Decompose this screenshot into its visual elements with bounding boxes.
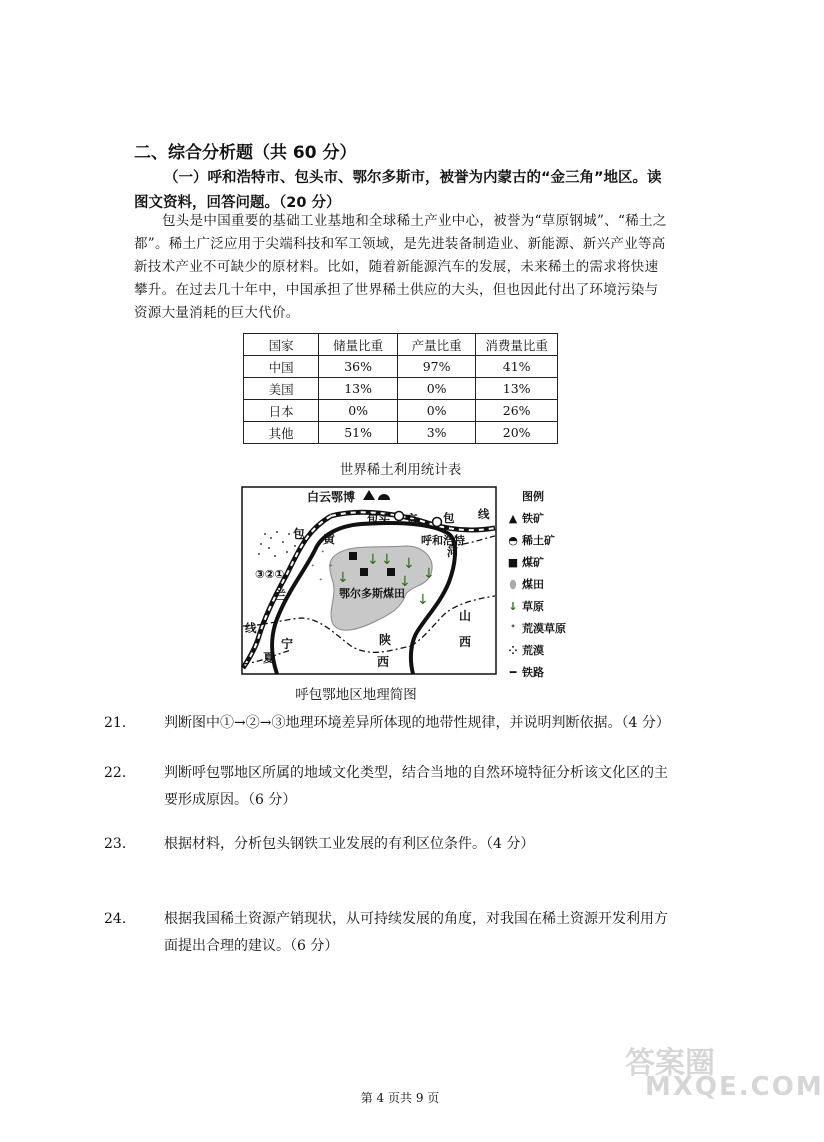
table-row (244, 356, 558, 378)
question-number: 24． (104, 911, 136, 927)
label-bao-rail: 包 (443, 511, 455, 525)
table-cell: 41% (476, 356, 558, 378)
question-group-title: （一）呼和浩特市、包头市、鄂尔多斯市，被誉为内蒙古的“金三角”地区。读图文资料，回答问题。（20 分） (134, 170, 662, 211)
table-header: 储量比重 (319, 334, 398, 356)
legend-item (504, 510, 544, 526)
label-huhehaote: 呼和浩特 (421, 534, 465, 547)
svg-text:ᐩ: ᐩ (311, 563, 315, 573)
label-he: 河 (447, 546, 458, 559)
legend-item (504, 642, 544, 658)
legend-item (504, 664, 544, 680)
label-xian-rail: 线 (478, 507, 490, 521)
legend-label: 铁矿 (522, 512, 544, 525)
table-cell: 中国 (244, 356, 319, 378)
label-circled-numbers: ③②① (255, 567, 285, 581)
railway-icon: ━ (509, 666, 517, 679)
table-row (244, 422, 558, 444)
table-header: 国家 (244, 334, 319, 356)
label-baotou: 包头 (367, 512, 390, 526)
table-cell: 3% (397, 422, 476, 444)
label-huang: 黄 (323, 532, 336, 546)
table-cell: 日本 (244, 400, 319, 422)
desert-dots-icon: ⁘ (508, 644, 518, 657)
desert-grass-icon: ᐩ (510, 622, 516, 635)
svg-text:ᐩ: ᐩ (321, 549, 325, 559)
svg-text:↓: ↓ (417, 592, 429, 608)
square-icon: ■ (507, 556, 519, 569)
table-header-row (244, 334, 558, 356)
table-caption: 世界稀土利用统计表 (339, 462, 462, 478)
svg-text:↓: ↓ (399, 574, 411, 590)
huhehaote-city-marker (433, 518, 442, 527)
semicircle-icon: ◓ (508, 534, 518, 547)
table-row (244, 378, 558, 400)
grass-arrow-icon: ↓ (508, 600, 518, 613)
page-footer: 第 4 页共 9 页 (360, 1091, 440, 1105)
svg-text:↓: ↓ (423, 566, 435, 582)
label-bao-left: 包 (293, 527, 306, 541)
hubaoe-map (241, 486, 497, 676)
question-number: 23． (104, 836, 136, 852)
legend-label: 煤矿 (522, 556, 544, 569)
question-24 (104, 906, 670, 960)
question-number: 21． (104, 715, 136, 731)
svg-text:ᐩ: ᐩ (329, 563, 333, 573)
question-21 (104, 710, 670, 737)
legend-label: 稀土矿 (522, 534, 555, 547)
reading-passage: 包头是中国重要的基础工业基地和全球稀土产业中心，被誉为“草原钢城”、“稀土之都”。稀土广泛应用于尖端科技和军工领域，是先进装备制造业、新能源、新兴产业等高新技术产业不可缺少的原材料。比如，随着新能源汽车的发展，未来稀土的需求将快速攀升。在过去几十年中，中国承担了世界稀土供应的大头，但也因此付出了环境污染与资源大量消耗的巨大代价。 (134, 213, 667, 321)
map-caption: 呼包鄂地区地理简图 (295, 687, 417, 703)
label-xian-left: 线 (245, 621, 257, 635)
question-text: 根据材料，分析包头钢铁工业发展的有利区位条件。（4 分） (164, 836, 535, 852)
question-text: 根据我国稀土资源产销现状，从可持续发展的角度，对我国在稀土资源开发利用方面提出合理的建议。（6 分） (164, 911, 668, 954)
coal-mine-icon (360, 568, 368, 576)
legend-label: 荒漠 (522, 644, 544, 657)
coal-mine-icon (387, 568, 395, 576)
label-shan: 山 (459, 609, 472, 623)
label-xi2: 西 (459, 635, 472, 649)
svg-text:↓: ↓ (403, 556, 415, 572)
legend-label: 荒漠草原 (522, 622, 566, 635)
svg-text:↓: ↓ (381, 552, 393, 568)
table-header: 产量比重 (397, 334, 476, 356)
triangle-icon: ▲ (508, 512, 518, 525)
table-cell: 51% (319, 422, 398, 444)
legend-title: 图例 (522, 490, 544, 503)
coalfield-blob-icon: ⬮ (509, 578, 517, 591)
table-cell: 0% (397, 400, 476, 422)
question-number: 22． (104, 765, 136, 781)
label-baiyun: 白云鄂博 (307, 490, 356, 504)
table-cell: 美国 (244, 378, 319, 400)
legend-item (504, 598, 544, 614)
rare-earth-stats-table (243, 333, 558, 444)
watermark-logo: 答案圈 (625, 1046, 715, 1081)
legend-item (504, 554, 544, 570)
baotou-city-marker (395, 512, 404, 521)
table-cell: 36% (319, 356, 398, 378)
label-xi: 西 (377, 655, 390, 669)
label-lan: 兰 (275, 588, 287, 602)
legend-item (504, 532, 555, 548)
label-xia: 夏 (263, 651, 276, 665)
table-cell: 20% (476, 422, 558, 444)
table-cell: 26% (476, 400, 558, 422)
question-22 (104, 760, 670, 814)
section-title: 二、综合分析题（共 60 分） (134, 143, 357, 163)
table-cell: 其他 (244, 422, 319, 444)
legend-item (504, 620, 566, 636)
legend-item (504, 576, 544, 592)
table-cell: 97% (397, 356, 476, 378)
label-jing: 京 (406, 512, 418, 526)
legend-label: 草原 (522, 600, 544, 613)
table-cell: 13% (476, 378, 558, 400)
question-text: 判断呼包鄂地区所属的地域文化类型，结合当地的自然环境特征分析该文化区的主要形成原因。（6 分） (164, 765, 668, 808)
svg-text:ᐩ: ᐩ (319, 577, 323, 587)
question-text: 判断图中①→②→③地理环境差异所体现的地带性规律，并说明判断依据。（4 分） (164, 715, 670, 731)
legend-label: 铁路 (522, 666, 544, 679)
label-shaan: 陕 (379, 633, 392, 647)
coal-mine-icon (349, 552, 357, 560)
question-23 (104, 831, 670, 858)
label-ning: 宁 (281, 637, 294, 651)
svg-text:↓: ↓ (367, 552, 379, 568)
map-legend (504, 486, 594, 679)
table-cell: 0% (397, 378, 476, 400)
label-coalfield: 鄂尔多斯煤田 (339, 587, 405, 600)
table-row (244, 400, 558, 422)
table-header: 消费量比重 (476, 334, 558, 356)
table-cell: 0% (319, 400, 398, 422)
watermark-url: MXQE.COM (645, 1072, 824, 1102)
svg-text:↓: ↓ (337, 570, 349, 586)
table-cell: 13% (319, 378, 398, 400)
legend-label: 煤田 (522, 578, 544, 591)
